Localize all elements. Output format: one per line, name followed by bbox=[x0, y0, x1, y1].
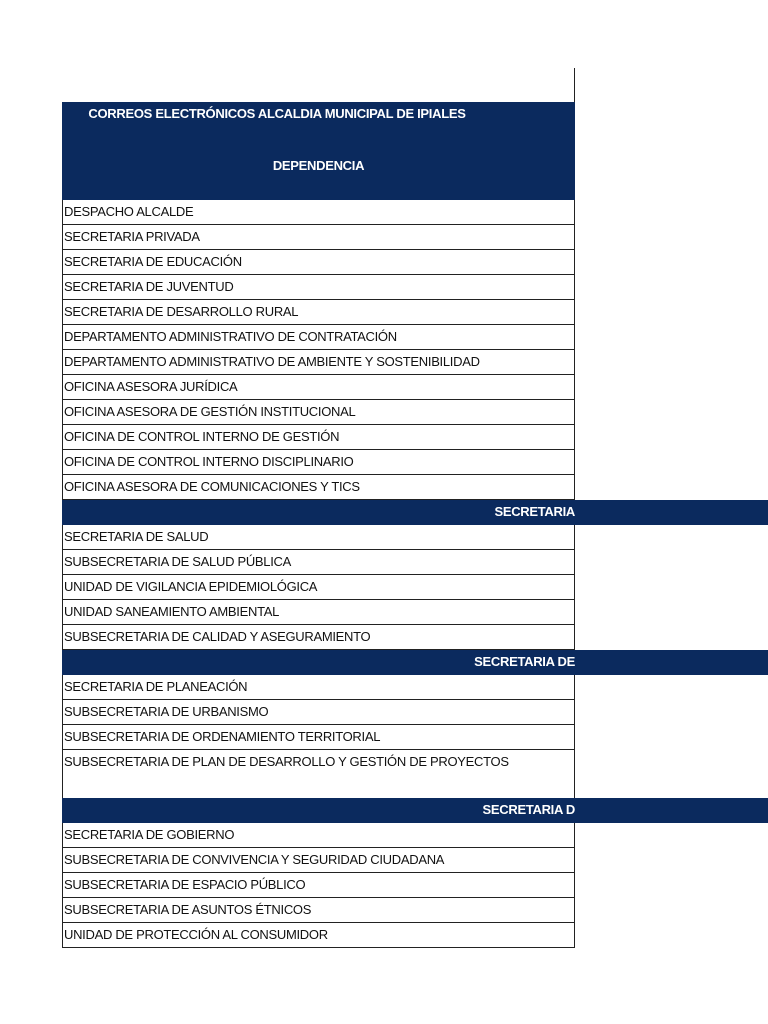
table-row[interactable]: SECRETARIA DE SALUD bbox=[62, 525, 575, 550]
table-row[interactable]: SECRETARIA DE DESARROLLO RURAL bbox=[62, 300, 575, 325]
table-row[interactable]: UNIDAD SANEAMIENTO AMBIENTAL bbox=[62, 600, 575, 625]
column-divider bbox=[574, 68, 575, 102]
table-row[interactable]: SUBSECRETARIA DE PLAN DE DESARROLLO Y GESTIÓN DE PROYECTOS bbox=[62, 750, 575, 775]
table-row[interactable]: SECRETARIA DE GOBIERNO bbox=[62, 823, 575, 848]
table-row[interactable]: OFICINA ASESORA DE GESTIÓN INSTITUCIONAL bbox=[62, 400, 575, 425]
band-clip bbox=[62, 650, 575, 675]
table-row[interactable]: SUBSECRETARIA DE SALUD PÚBLICA bbox=[62, 550, 575, 575]
table-row[interactable]: SUBSECRETARIA DE CALIDAD Y ASEGURAMIENTO bbox=[62, 625, 575, 650]
table-header bbox=[62, 102, 575, 200]
dependency-list bbox=[62, 200, 768, 948]
section-band-label: SECRETARIA DE bbox=[474, 654, 575, 669]
table-row[interactable]: SUBSECRETARIA DE ESPACIO PÚBLICO bbox=[62, 873, 575, 898]
row-spacer bbox=[62, 775, 575, 798]
section-band-label: SECRETARIA bbox=[494, 504, 575, 519]
table-row[interactable]: OFICINA ASESORA JURÍDICA bbox=[62, 375, 575, 400]
table-title: CORREOS ELECTRÓNICOS ALCALDIA MUNICIPAL DE IPIALES bbox=[88, 106, 466, 121]
column-header-dependencia: DEPENDENCIA bbox=[272, 158, 365, 173]
band-clip bbox=[62, 500, 575, 525]
table-row[interactable]: UNIDAD DE PROTECCIÓN AL CONSUMIDOR bbox=[62, 923, 575, 948]
section-band-secretaria-de bbox=[62, 650, 768, 675]
band-clip bbox=[62, 798, 575, 823]
table-row[interactable]: UNIDAD DE VIGILANCIA EPIDEMIOLÓGICA bbox=[62, 575, 575, 600]
table-row[interactable]: DEPARTAMENTO ADMINISTRATIVO DE AMBIENTE Y SOSTENIBILIDAD bbox=[62, 350, 575, 375]
table-row[interactable]: SUBSECRETARIA DE URBANISMO bbox=[62, 700, 575, 725]
table-row[interactable]: OFICINA DE CONTROL INTERNO DISCIPLINARIO bbox=[62, 450, 575, 475]
section-band-secretaria bbox=[62, 500, 768, 525]
section-band-secretaria-d bbox=[62, 798, 768, 823]
table-row[interactable]: DESPACHO ALCALDE bbox=[62, 200, 575, 225]
table-row[interactable]: SUBSECRETARIA DE ASUNTOS ÉTNICOS bbox=[62, 898, 575, 923]
table-row[interactable]: SECRETARIA DE JUVENTUD bbox=[62, 275, 575, 300]
table-row[interactable]: OFICINA ASESORA DE COMUNICACIONES Y TICS bbox=[62, 475, 575, 500]
table-row[interactable]: SECRETARIA DE PLANEACIÓN bbox=[62, 675, 575, 700]
section-band-label: SECRETARIA D bbox=[482, 802, 575, 817]
table-row[interactable]: SECRETARIA DE EDUCACIÓN bbox=[62, 250, 575, 275]
table-row[interactable]: SUBSECRETARIA DE ORDENAMIENTO TERRITORIAL bbox=[62, 725, 575, 750]
table-row[interactable]: SECRETARIA PRIVADA bbox=[62, 225, 575, 250]
table-row[interactable]: DEPARTAMENTO ADMINISTRATIVO DE CONTRATACIÓN bbox=[62, 325, 575, 350]
table-row[interactable]: SUBSECRETARIA DE CONVIVENCIA Y SEGURIDAD CIUDADANA bbox=[62, 848, 575, 873]
table-row[interactable]: OFICINA DE CONTROL INTERNO DE GESTIÓN bbox=[62, 425, 575, 450]
